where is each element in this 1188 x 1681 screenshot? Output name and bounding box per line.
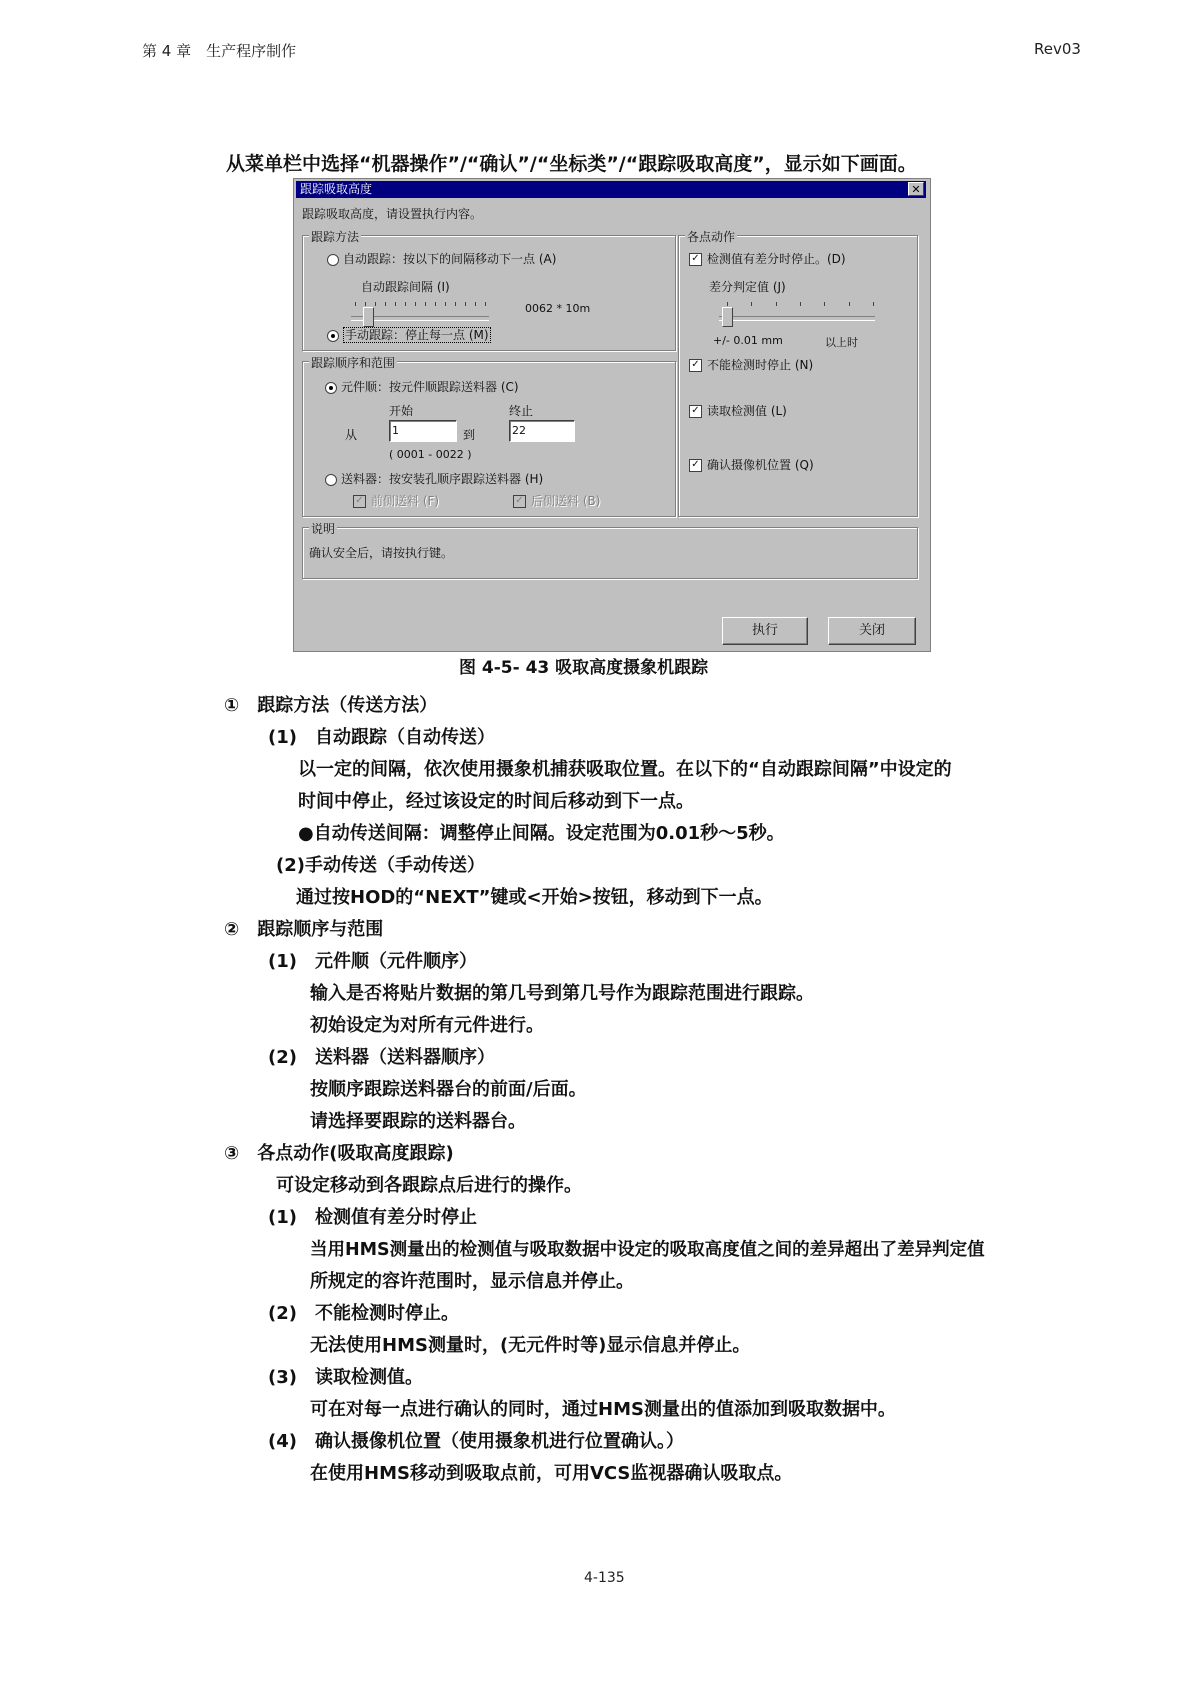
slider-tick	[405, 302, 406, 306]
slider-tick	[465, 302, 466, 306]
stop-on-diff-checkbox[interactable]	[689, 250, 846, 267]
page-number: 4-135	[584, 1570, 625, 1586]
point-action-group	[678, 230, 918, 517]
check-icon: ✓	[353, 495, 366, 508]
section-2-1-text: 初始设定为对所有元件进行。	[310, 1015, 544, 1036]
close-icon[interactable]: ✕	[908, 182, 924, 196]
execute-button[interactable]: 执行	[722, 617, 808, 645]
auto-tracking-radio[interactable]	[327, 250, 556, 267]
manual-tracking-radio-circle	[327, 330, 339, 342]
diff-threshold-label: 差分判定值 (J)	[709, 280, 786, 294]
section-3-3-title: (3) 读取检测值。	[268, 1367, 423, 1388]
revision-label: Rev03	[1034, 40, 1081, 58]
front-feed-label: 前侧送料 (F)	[371, 494, 440, 508]
chapter-header: 第 4 章 生产程序制作	[142, 42, 297, 60]
start-label: 开始	[389, 404, 414, 418]
confirm-camera-checkbox[interactable]	[689, 456, 814, 473]
slider-tick	[385, 302, 386, 306]
slider-tick	[751, 302, 752, 306]
feeder-order-radio[interactable]	[325, 470, 543, 487]
auto-tracking-radio-circle	[327, 254, 339, 266]
check-icon: ✓	[689, 253, 702, 266]
stop-undetect-label: 不能检测时停止 (N)	[707, 358, 814, 372]
rear-feed-checkbox[interactable]	[513, 492, 600, 509]
section-1-title: ① 跟踪方法（传送方法）	[224, 695, 438, 716]
slider-tick	[395, 302, 396, 306]
manual-tracking-radio[interactable]	[327, 326, 491, 343]
section-3-title: ③ 各点动作(吸取高度跟踪)	[224, 1143, 454, 1164]
diff-value: +/- 0.01 mm	[713, 334, 783, 347]
close-button[interactable]: 关闭	[828, 617, 916, 645]
section-3-intro: 可设定移动到各跟踪点后进行的操作。	[276, 1175, 582, 1196]
read-value-label: 读取检测值 (L)	[707, 404, 787, 418]
section-2-2-title: (2) 送料器（送料器顺序）	[268, 1047, 495, 1068]
slider-tick	[425, 302, 426, 306]
to-label: 到	[463, 428, 476, 442]
section-3-1-text: 当用HMS测量出的检测值与吸取数据中设定的吸取高度值之间的差异超出了差异判定值	[310, 1240, 985, 1260]
section-2-1-title: (1) 元件顺（元件顺序）	[268, 951, 477, 972]
interval-slider-thumb[interactable]	[363, 307, 374, 327]
note-group	[302, 522, 918, 579]
point-action-label: 各点动作	[687, 230, 736, 244]
section-1-1-bullet: ●自动传送间隔：调整停止间隔。设定范围为0.01秒～5秒。	[298, 823, 785, 844]
slider-tick	[485, 302, 486, 306]
dialog-prompt: 跟踪吸取高度，请设置执行内容。	[302, 207, 483, 221]
tracking-method-label: 跟踪方法	[311, 230, 360, 244]
diff-slider-thumb[interactable]	[722, 307, 733, 327]
check-icon: ✓	[689, 359, 702, 372]
interval-value: 0062 * 10m	[525, 302, 591, 315]
manual-tracking-radio-label: 手动跟踪：停止每一点 (M)	[345, 328, 489, 342]
section-1-2-title: (2)手动传送（手动传送）	[276, 855, 485, 876]
slider-tick	[355, 302, 356, 306]
stop-undetect-checkbox[interactable]	[689, 356, 813, 373]
slider-tick	[455, 302, 456, 306]
section-3-2-text: 无法使用HMS测量时，(无元件时等)显示信息并停止。	[310, 1335, 751, 1356]
read-value-checkbox[interactable]	[689, 402, 787, 419]
section-3-1-title: (1) 检测值有差分时停止	[268, 1207, 477, 1228]
tracking-method-group	[302, 230, 676, 351]
section-2-2-text: 请选择要跟踪的送料器台。	[310, 1111, 526, 1132]
section-1-1-text: 时间中停止，经过该设定的时间后移动到下一点。	[298, 791, 694, 812]
end-field[interactable]: 22	[509, 420, 575, 442]
slider-tick	[435, 302, 436, 306]
section-2-2-text: 按顺序跟踪送料器台的前面/后面。	[310, 1079, 587, 1100]
slider-tick	[849, 302, 850, 306]
check-icon: ✓	[513, 495, 526, 508]
section-2-title: ② 跟踪顺序与范围	[224, 919, 384, 940]
slider-tick	[776, 302, 777, 306]
feeder-order-radio-label: 送料器：按安装孔顺序跟踪送料器 (H)	[341, 472, 544, 486]
check-icon: ✓	[689, 405, 702, 418]
from-label: 从	[345, 428, 358, 442]
dialog-title-bar	[296, 181, 926, 198]
section-1-1-text: 以一定的间隔，依次使用摄象机捕获吸取位置。在以下的“自动跟踪间隔”中设定的	[298, 759, 952, 780]
stop-on-diff-label: 检测值有差分时停止。(D)	[707, 252, 846, 266]
front-feed-checkbox[interactable]	[353, 492, 439, 509]
note-text: 确认安全后，请按执行键。	[309, 546, 454, 560]
component-order-radio-circle	[325, 382, 337, 394]
section-3-4-title: (4) 确认摄像机位置（使用摄象机进行位置确认。）	[268, 1431, 684, 1452]
figure-caption: 图 4-5- 43 吸取高度摄象机跟踪	[459, 658, 709, 678]
section-1-2-text: 通过按HOD的“NEXT”键或<开始>按钮，移动到下一点。	[296, 887, 773, 908]
confirm-camera-label: 确认摄像机位置 (Q)	[707, 458, 814, 472]
tracking-pickup-height-dialog	[293, 178, 931, 652]
end-label: 终止	[509, 404, 534, 418]
tracking-order-label: 跟踪顺序和范围	[311, 356, 396, 370]
intro-text: 从菜单栏中选择“机器操作”/“确认”/“坐标类”/“跟踪吸取高度”，显示如下画面。	[226, 153, 917, 175]
section-3-1-text: 所规定的容许范围时，显示信息并停止。	[310, 1271, 634, 1292]
slider-tick	[824, 302, 825, 306]
section-1-1-title: (1) 自动跟踪（自动传送）	[268, 727, 495, 748]
note-label: 说明	[311, 522, 336, 536]
rear-feed-label: 后侧送料 (B)	[531, 494, 601, 508]
section-3-3-text: 可在对每一点进行确认的同时，通过HMS测量出的值添加到吸取数据中。	[310, 1399, 896, 1420]
slider-tick	[445, 302, 446, 306]
tracking-order-group	[302, 356, 676, 517]
slider-tick	[415, 302, 416, 306]
slider-tick	[873, 302, 874, 306]
dialog-title: 跟踪吸取高度	[300, 182, 373, 196]
section-3-2-title: (2) 不能检测时停止。	[268, 1303, 459, 1324]
slider-tick	[475, 302, 476, 306]
section-3-4-text: 在使用HMS移动到吸取点前，可用VCS监视器确认吸取点。	[310, 1463, 793, 1484]
diff-suffix: 以上时	[825, 336, 858, 349]
slider-tick	[375, 302, 376, 306]
interval-label: 自动跟踪间隔 (I)	[361, 280, 450, 294]
start-field[interactable]: 1	[389, 420, 457, 442]
auto-tracking-radio-label: 自动跟踪：按以下的间隔移动下一点 (A)	[343, 252, 557, 266]
range-hint: ( 0001 - 0022 )	[389, 448, 472, 461]
diff-slider-track	[719, 316, 875, 321]
slider-tick	[365, 302, 366, 306]
check-icon: ✓	[689, 459, 702, 472]
slider-tick	[727, 302, 728, 306]
slider-tick	[800, 302, 801, 306]
component-order-radio[interactable]	[325, 378, 519, 395]
feeder-order-radio-circle	[325, 474, 337, 486]
section-2-1-text: 输入是否将贴片数据的第几号到第几号作为跟踪范围进行跟踪。	[310, 983, 814, 1004]
component-order-radio-label: 元件顺：按元件顺跟踪送料器 (C)	[341, 380, 519, 394]
